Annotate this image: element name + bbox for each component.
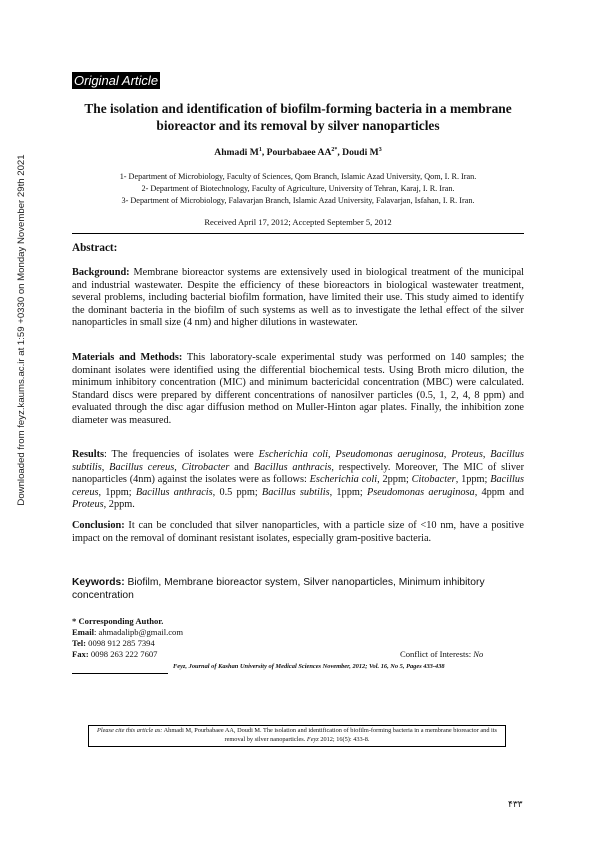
mic-value: , 1ppm; [455, 474, 491, 486]
article-type-label: Original Article [74, 73, 159, 88]
species-name: Proteus [451, 449, 483, 460]
conflict-of-interests [400, 649, 483, 659]
separator: and [229, 461, 254, 473]
species-name: Bacillus anthracis [253, 461, 332, 473]
author-affiliation-mark: 2* [331, 147, 338, 153]
species-name: Bacillus cereus [72, 474, 524, 498]
species-name: Bacillus subtilis [72, 449, 524, 473]
affiliation: 3- Department of Microbiology, Falavarjan Branch, Islamic Azad University, Falavarjan, Isfahan, I. R. Iran. [121, 196, 475, 205]
email-value: : ahmadalipb@gmail.com [93, 627, 184, 637]
citation-journal: Feyz [306, 735, 319, 743]
abstract-results [72, 449, 524, 512]
download-note-text: Downloaded from feyz.kaums.ac.ir at 1:59 +0330 on Monday November 29th 2021 [16, 154, 27, 506]
mic-value: , 0.5 ppm; [212, 486, 262, 498]
separator: , [443, 449, 452, 460]
species-name: Pseudomonas aeruginosa [335, 449, 444, 460]
affiliation: 1- Department of Microbiology, Faculty of Sciences, Qom Branch, Islamic Azad University, Qom, I. R. Iran. [119, 172, 477, 181]
section-text: Membrane bioreactor systems are extensively used in biological treatment of the municipal and industrial wastewater. Despite the efficiency of these bioreactors in biological wastewater treatment, several problems, including bacterial biofilm formation, have limited their use. This study aimed to identify the dominant bacteria in the biofilm of such systems as well as to investigate the lethal effect of the silver nanoparticles in small size (4 nm) and higher dilutions in wastewater. [72, 267, 524, 329]
species-name: Escherichia coli [309, 474, 378, 486]
journal-reference: Feyz, Journal of Kashan University of Medical Sciences November, 2012; Vol. 16, No 5, Pages 433-438 [173, 663, 445, 670]
conflict-value: No [473, 649, 484, 659]
mic-value: , 1ppm; [98, 486, 136, 498]
author-name: Ahmadi M [214, 147, 259, 159]
species-name: Proteus [72, 499, 104, 511]
title-line: bioreactor and its removal by silver nanoparticles [156, 118, 440, 133]
mic-value: , 1ppm; [329, 486, 367, 498]
species-name: Escherichia coli [258, 449, 329, 460]
mic-value: , 4ppm and [474, 486, 524, 498]
citation-text: 2012; 16(5): 433-8. [318, 735, 370, 743]
separator: , [482, 449, 491, 460]
divider [72, 233, 524, 234]
tel-label: Tel: [72, 638, 87, 648]
section-text: , respectively. Moreover, The MIC of sliver nanoparticles (4nm) against the isolates were as follows: [72, 461, 525, 486]
author-name: Pourbabaee AA [266, 147, 332, 159]
species-name: Bacillus cereus [109, 461, 175, 473]
fax-value: 0098 263 222 7607 [88, 649, 158, 659]
corresponding-heading: * Corresponding Author. [72, 616, 164, 626]
mic-value: , 2ppm. [103, 499, 135, 511]
author-affiliation-mark: 1 [258, 147, 262, 153]
citation-box [88, 725, 506, 747]
email-label: Email [72, 627, 94, 637]
species-name: Bacillus subtilis [261, 486, 330, 498]
separator: , [328, 449, 336, 460]
corresponding-author [72, 616, 183, 660]
section-text: This laboratory-scale experimental study was performed on 140 samples; the dominant isolates were identified using the differential biochemical tests. Using Broth micro dilution, the minimum inhibitory concentration (MIC) and minimum bactericidal concentration (MBC) were calculated. Standard discs were prepared by different concentrations of nanosilver particles (0.5, 1, 2, 4, 8 ppm) and evaluated through the disc agar diffusion method on Muller-Hinton agar plates. Finally, the inhibition zone diameter was measured. [72, 352, 524, 426]
tel-value: 0098 912 285 7394 [86, 638, 155, 648]
paper-title [72, 100, 524, 134]
author-list [72, 147, 524, 158]
page-number: ۴۳۳ [508, 800, 523, 810]
footnote-divider [72, 673, 168, 674]
abstract-conclusion [72, 520, 524, 545]
section-label: Results [72, 449, 105, 460]
conflict-label: Conflict of Interests: [400, 649, 474, 659]
separator: , [101, 461, 110, 473]
abstract-heading: Abstract: [72, 242, 118, 254]
keywords-label: Keywords: [72, 577, 125, 588]
title-line: The isolation and identification of biofilm-forming bacteria in a membrane [84, 101, 512, 116]
fax-label: Fax: [72, 649, 89, 659]
abstract-methods [72, 352, 524, 428]
download-watermark [13, 140, 31, 520]
separator: , [174, 461, 182, 473]
citation-label: Please cite this article as: [97, 727, 163, 734]
author-name: Doudi M [342, 147, 379, 159]
section-text: : The frequencies of isolates were [104, 449, 259, 460]
author-separator: , [261, 147, 267, 159]
species-name: Pseudomonas aeruginosa [366, 486, 475, 498]
section-text: It can be concluded that silver nanoparticles, with a particle size of <10 nm, have a positive impact on the removal of dominant resistant isolates, especially gram-positive bacteria. [72, 520, 524, 544]
keywords [72, 576, 524, 602]
section-label: Materials and Methods: [72, 352, 183, 363]
received-dates: Received April 17, 2012; Accepted September 5, 2012 [204, 217, 392, 227]
section-label: Background: [72, 267, 130, 278]
keywords-text: Biofilm, Membrane bioreactor system, Silver nanoparticles, Minimum inhibitory concentration [72, 577, 485, 601]
species-name: Citobacter [411, 474, 456, 486]
mic-value: , 2ppm; [377, 474, 412, 486]
author-affiliation-mark: 3 [378, 147, 382, 153]
section-label: Conclusion: [72, 520, 125, 531]
species-name: Bacillus anthracis [135, 486, 213, 498]
author-separator: , [337, 147, 343, 159]
abstract-background [72, 267, 524, 330]
species-name: Citrobacter [181, 461, 230, 473]
affiliation: 2- Department of Biotechnology, Faculty of Agriculture, University of Tehran, Karaj, I. R. Iran. [141, 184, 455, 193]
citation-text: Ahmadi M, Pourbabaee AA, Doudi M. The isolation and identification of biofilm-forming bacteria in a membrane bioreactor and its removal by silver nanoparticles. [162, 727, 497, 743]
